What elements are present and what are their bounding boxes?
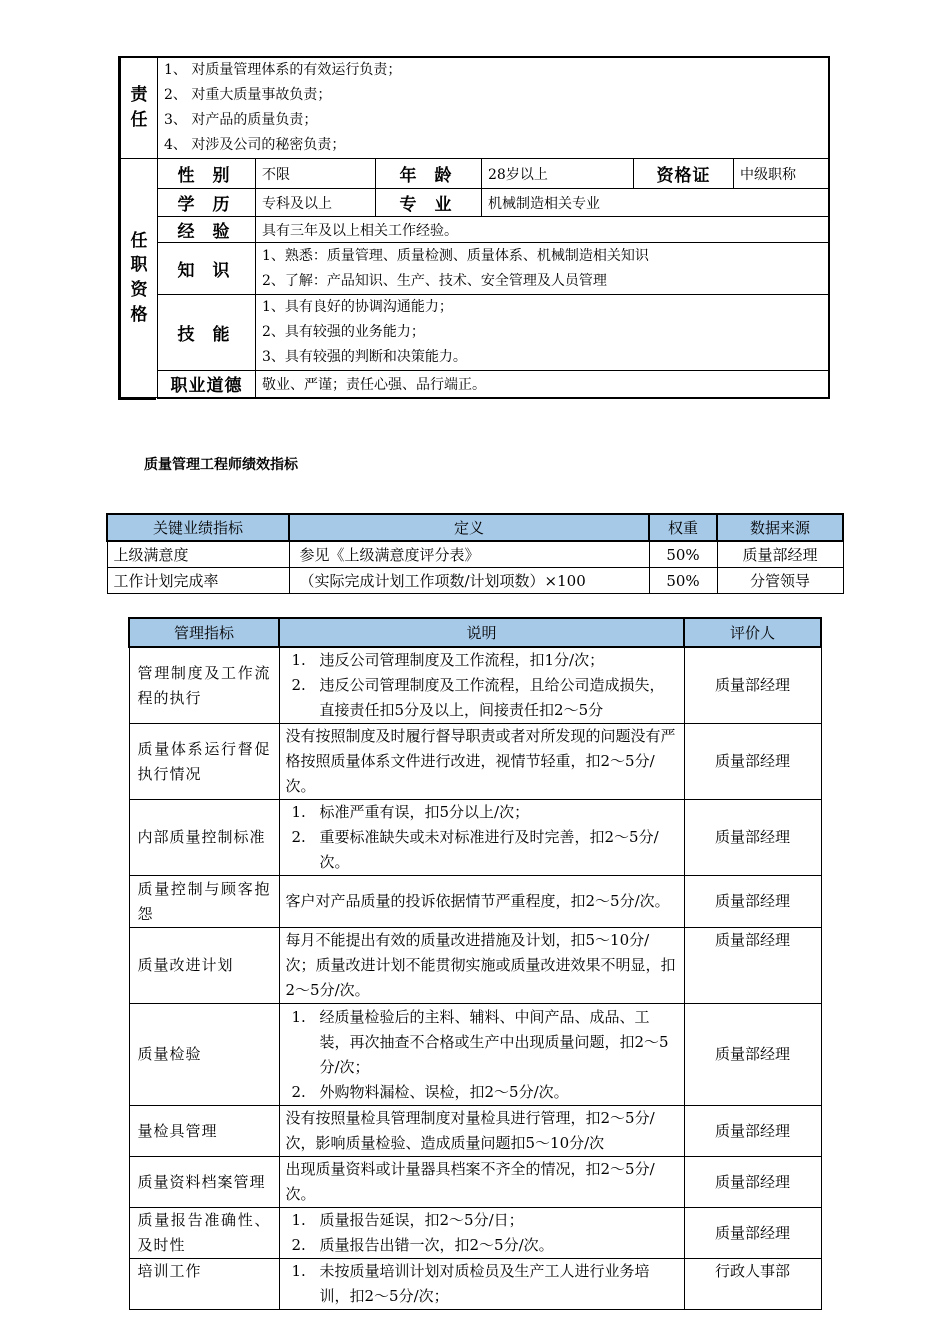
table-foot-rule [118, 398, 156, 400]
responsibility-item: 2、 对重大质量事故负责； [164, 87, 332, 103]
indicator-name: 质量报告准确性、及时性 [129, 1208, 279, 1259]
mgmt-header-description: 说明 [279, 618, 684, 647]
knowledge-label: 知 识 [158, 243, 256, 295]
list-number: 2. [291, 676, 306, 694]
skill-item: 2、具有较强的业务能力； [262, 324, 425, 340]
list-number: 1. [291, 651, 306, 669]
qualification-table [118, 56, 830, 399]
description-list [286, 1005, 678, 1105]
knowledge-item: 2、了解：产品知识、生产、技术、安全管理及人员管理 [262, 272, 607, 289]
list-number: 1. [291, 1262, 306, 1280]
management-indicator-table [128, 617, 822, 1310]
knowledge-item: 1、熟悉：质量管理、质量检测、质量体系、机械制造相关知识 [262, 247, 649, 264]
indicator-description [279, 1259, 684, 1310]
list-number: 2. [291, 1236, 306, 1254]
list-item [286, 1208, 678, 1233]
list-text: 违反公司管理制度及工作流程，且给公司造成损失，直接责任扣5分及以上，间接责任扣2～5分 [319, 676, 665, 719]
list-number: 1. [291, 803, 306, 821]
qualification-label: 任 职 资 格 [120, 159, 158, 398]
mgmt-header-evaluator: 评价人 [684, 618, 821, 647]
skill-item: 1、具有良好的协调沟通能力； [262, 299, 453, 315]
list-number: 2. [291, 1082, 306, 1101]
list-item [286, 825, 678, 875]
list-text: 经质量检验后的主料、辅料、中间产品、成品、工装，再次抽查不合格或生产中出现质量问题，扣2～5分/次； [319, 1007, 669, 1076]
table-row [129, 800, 821, 876]
skill-value [256, 295, 830, 371]
evaluator: 质量部经理 [684, 1106, 821, 1157]
kpi-table [106, 513, 844, 594]
indicator-description: 出现质量资料或计量器具档案不齐全的情况，扣2～5分/次。 [279, 1157, 684, 1208]
section-heading: 质量管理工程师绩效指标 [144, 457, 298, 473]
evaluator: 质量部经理 [684, 876, 821, 928]
mgmt-header-indicator: 管理指标 [129, 618, 279, 647]
evaluator: 质量部经理 [684, 724, 821, 800]
list-text: 重要标准缺失或未对标准进行及时完善，扣2～5分/次。 [319, 828, 659, 871]
indicator-description [279, 647, 684, 724]
list-text: 外购物料漏检、误检，扣2～5分/次。 [319, 1082, 569, 1101]
major-value: 机械制造相关专业 [482, 189, 830, 217]
list-text: 违反公司管理制度及工作流程，扣1分/次； [319, 651, 605, 669]
cert-label: 资格证 [634, 159, 734, 189]
responsibility-list [158, 57, 830, 159]
table-row [129, 1106, 821, 1157]
age-value: 28岁以上 [482, 159, 634, 189]
indicator-name: 质量控制与顾客抱怨 [129, 876, 279, 928]
skill-item: 3、具有较强的判断和决策能力。 [262, 349, 467, 365]
evaluator: 质量部经理 [684, 928, 821, 1004]
list-item [286, 1080, 678, 1105]
indicator-name: 内部质量控制标准 [129, 800, 279, 876]
table-row [129, 1004, 821, 1106]
kpi-indicator: 上级满意度 [107, 541, 289, 568]
kpi-source: 分管领导 [717, 568, 843, 594]
indicator-description: 客户对产品质量的投诉依据情节严重程度，扣2～5分/次。 [279, 876, 684, 928]
list-item [286, 673, 678, 723]
indicator-name: 质量资料档案管理 [129, 1157, 279, 1208]
kpi-weight: 50% [649, 541, 717, 568]
list-item [286, 1259, 678, 1309]
list-text: 标准严重有误，扣5分以上/次； [319, 803, 530, 821]
skill-label: 技 能 [158, 295, 256, 371]
indicator-description [279, 1004, 684, 1106]
evaluator: 质量部经理 [684, 1004, 821, 1106]
responsibility-label: 责 任 [120, 57, 158, 159]
responsibility-item: 4、 对涉及公司的秘密负责； [164, 137, 346, 153]
list-text: 质量报告延误，扣2～5分/日； [319, 1211, 524, 1229]
table-row [129, 647, 821, 724]
description-list [286, 800, 678, 875]
table-row [129, 1157, 821, 1208]
list-text: 质量报告出错一次，扣2～5分/次。 [319, 1236, 554, 1254]
list-item [286, 648, 678, 673]
kpi-header-source: 数据来源 [717, 514, 843, 541]
indicator-name: 质量检验 [129, 1004, 279, 1106]
knowledge-value [256, 243, 830, 295]
table-row [129, 928, 821, 1004]
description-list [286, 1208, 678, 1258]
description-list [286, 1259, 678, 1309]
list-number: 2. [291, 828, 306, 846]
kpi-source: 质量部经理 [717, 541, 843, 568]
table-row [107, 541, 843, 568]
evaluator: 质量部经理 [684, 1208, 821, 1259]
table-row [107, 568, 843, 594]
responsibility-item: 3、 对产品的质量负责； [164, 112, 318, 128]
gender-value: 不限 [256, 159, 376, 189]
list-item [286, 1233, 678, 1258]
kpi-indicator: 工作计划完成率 [107, 568, 289, 594]
kpi-header-definition: 定义 [289, 514, 649, 541]
description-list [286, 648, 678, 723]
ethics-label: 职业道德 [158, 371, 256, 398]
education-value: 专科及以上 [256, 189, 376, 217]
list-number: 1. [291, 1007, 306, 1026]
gender-label: 性 别 [158, 159, 256, 189]
indicator-name: 质量体系运行督促执行情况 [129, 724, 279, 800]
education-label: 学 历 [158, 189, 256, 217]
indicator-description: 每月不能提出有效的质量改进措施及计划，扣5～10分/次；质量改进计划不能贯彻实施或质量改进效果不明显，扣2～5分/次。 [279, 928, 684, 1004]
list-number: 1. [291, 1211, 306, 1229]
indicator-name: 质量改进计划 [129, 928, 279, 1004]
table-row [129, 724, 821, 800]
evaluator: 质量部经理 [684, 647, 821, 724]
kpi-definition: （实际完成计划工作项数/计划项数）×100 [289, 568, 649, 594]
indicator-description [279, 800, 684, 876]
table-row [129, 876, 821, 928]
indicator-description: 没有按照量检具管理制度对量检具进行管理，扣2～5分/次，影响质量检验、造成质量问题扣5～10分/次 [279, 1106, 684, 1157]
list-text: 未按质量培训计划对质检员及生产工人进行业务培训，扣2～5分/次； [319, 1262, 650, 1305]
list-item [286, 800, 678, 825]
kpi-header-weight: 权重 [649, 514, 717, 541]
evaluator: 质量部经理 [684, 1157, 821, 1208]
major-label: 专 业 [376, 189, 482, 217]
table-row [129, 1259, 821, 1310]
experience-label: 经 验 [158, 217, 256, 243]
age-label: 年 龄 [376, 159, 482, 189]
kpi-header-indicator: 关键业绩指标 [107, 514, 289, 541]
indicator-description [279, 1208, 684, 1259]
experience-value: 具有三年及以上相关工作经验。 [256, 217, 830, 243]
indicator-name: 管理制度及工作流程的执行 [129, 647, 279, 724]
indicator-name: 量检具管理 [129, 1106, 279, 1157]
indicator-description: 没有按照制度及时履行督导职责或者对所发现的问题没有严格按照质量体系文件进行改进，视情节轻重，扣2～5分/次。 [279, 724, 684, 800]
responsibility-item: 1、 对质量管理体系的有效运行负责； [164, 62, 402, 78]
ethics-value: 敬业、严谨；责任心强、品行端正。 [256, 371, 830, 398]
indicator-name: 培训工作 [129, 1259, 279, 1310]
evaluator: 质量部经理 [684, 800, 821, 876]
kpi-weight: 50% [649, 568, 717, 594]
kpi-definition: 参见《上级满意度评分表》 [289, 541, 649, 568]
list-item [286, 1005, 678, 1080]
evaluator: 行政人事部 [684, 1259, 821, 1310]
table-row [129, 1208, 821, 1259]
cert-value: 中级职称 [734, 159, 830, 189]
